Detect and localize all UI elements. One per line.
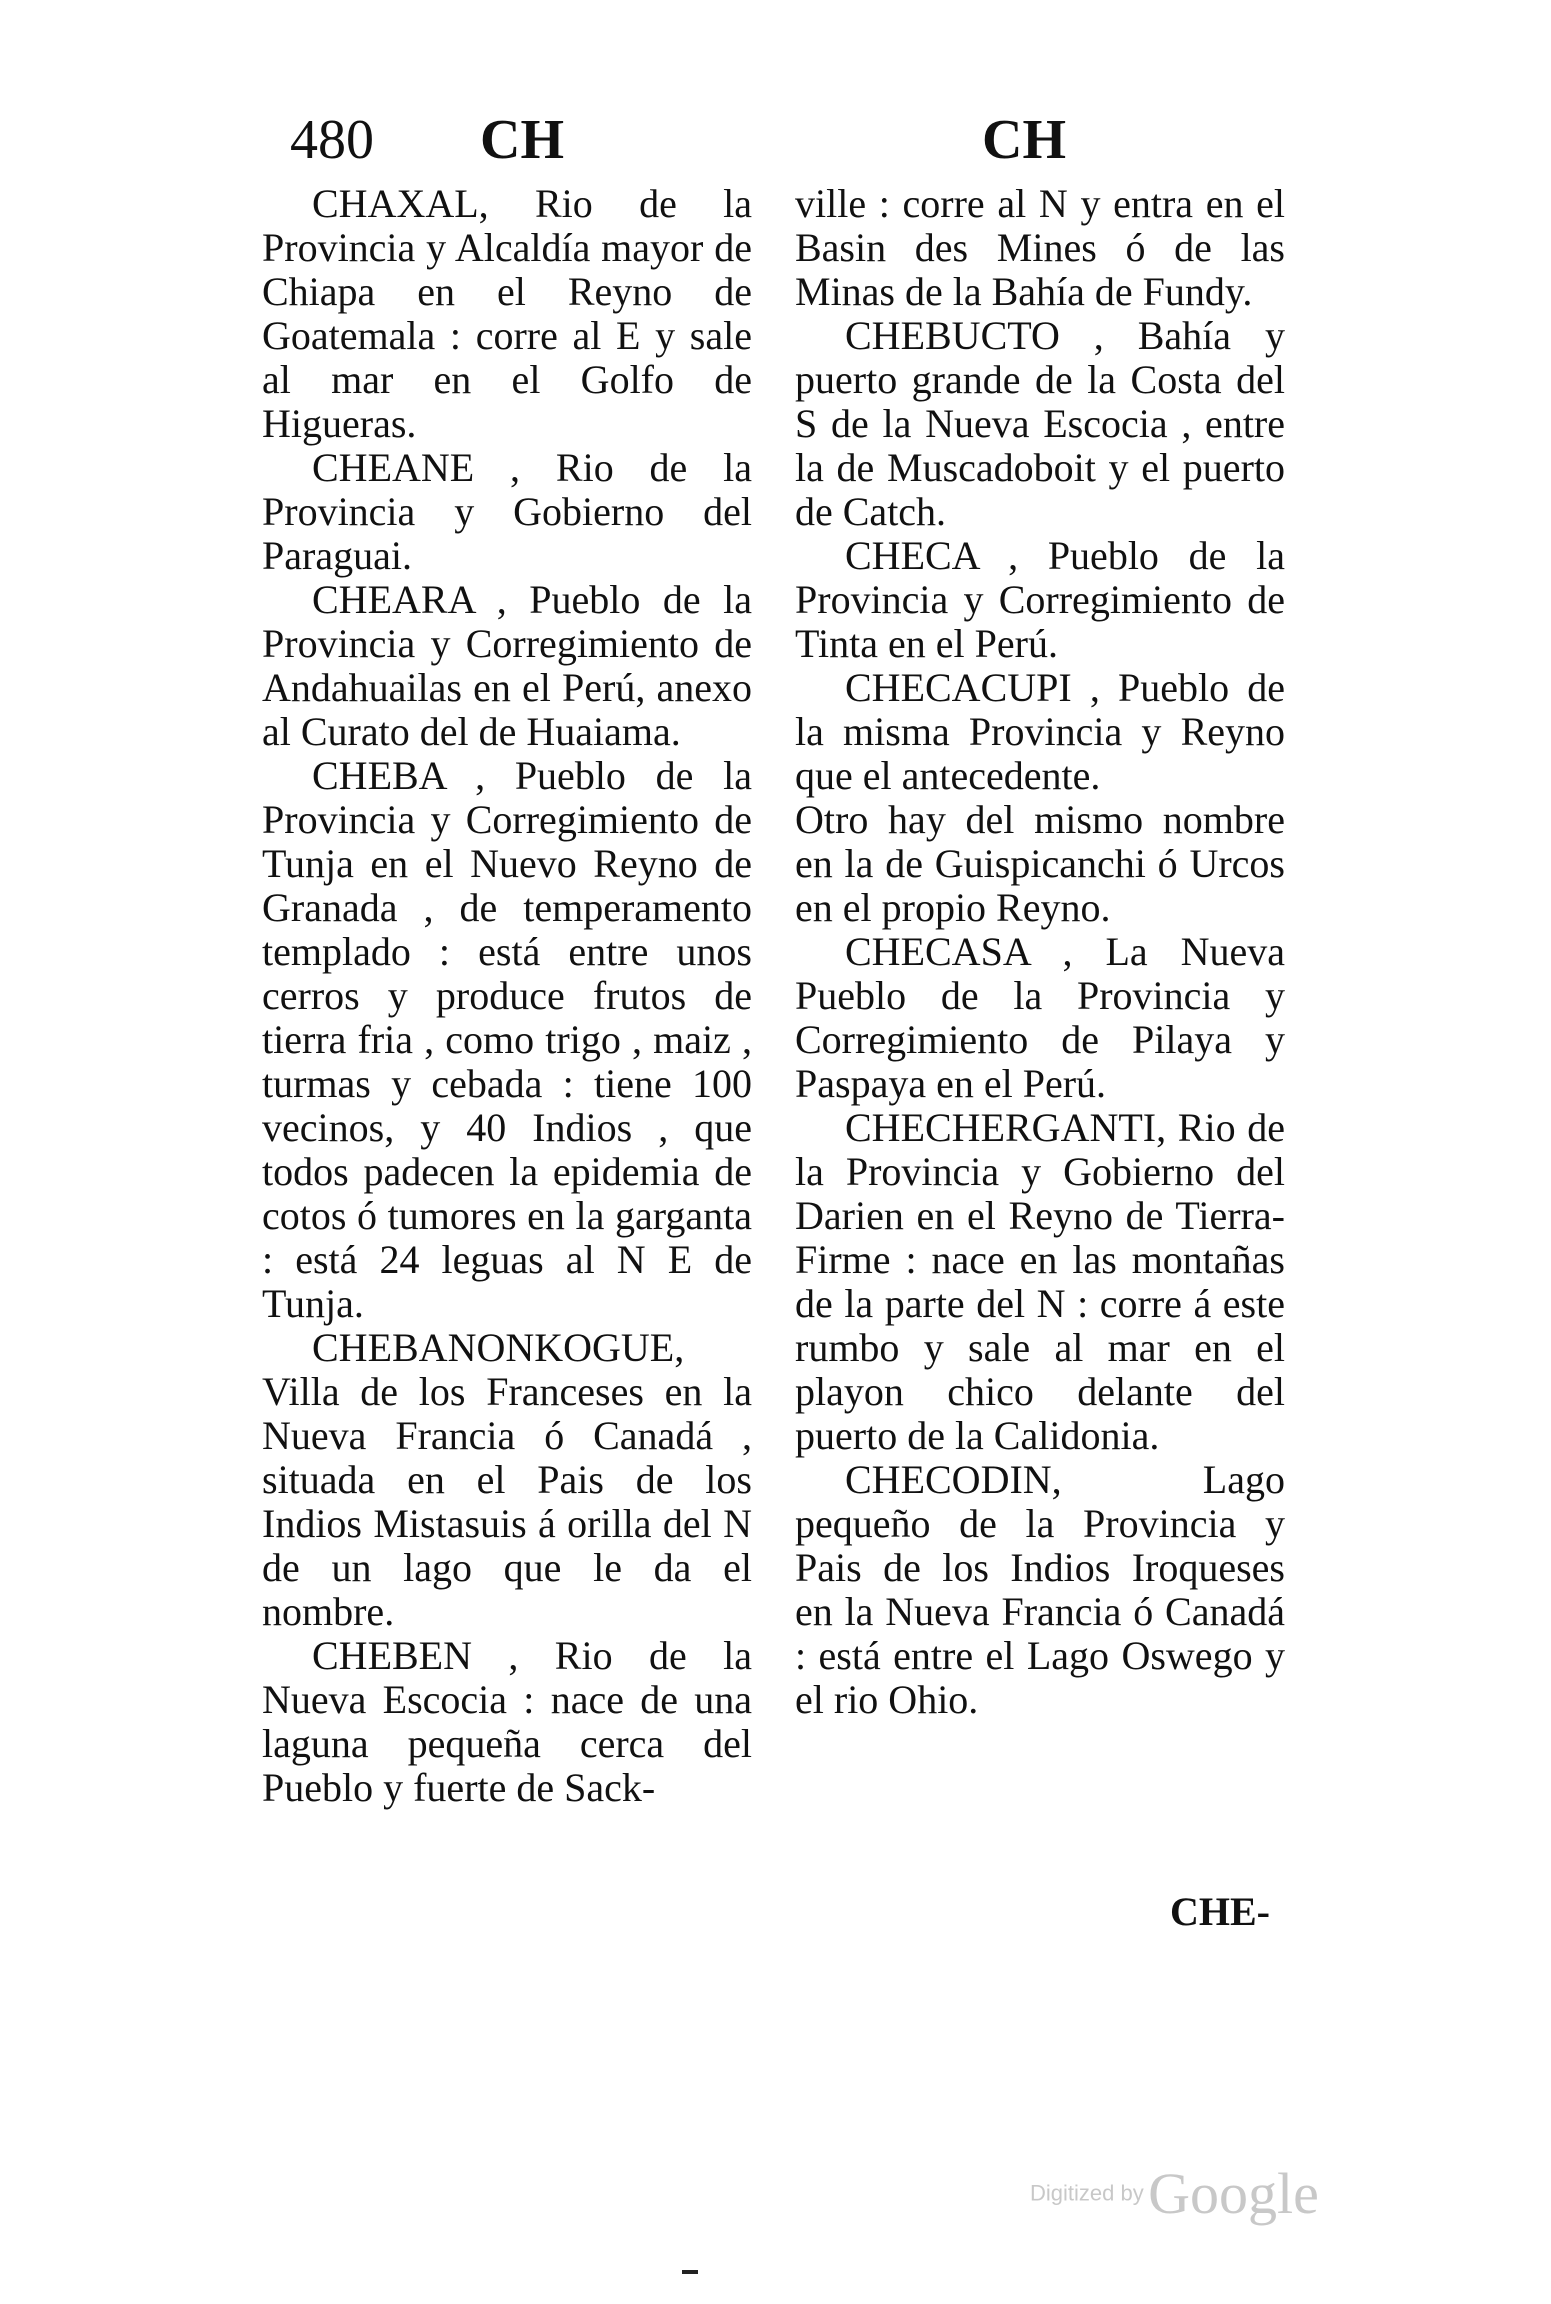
dictionary-entry: CHEBANONKOGUE, Villa de los Franceses en la Nueva Francia ó Canadá , situada en el Pais de los Indios Mistasuis á orilla del N de un lago que le da el nombre.: [262, 1325, 752, 1634]
dictionary-entry: ville : corre al N y entra en el Basin des Mines ó de las Minas de la Bahía de Fundy.: [795, 181, 1285, 314]
page-number: 480: [290, 109, 374, 171]
dictionary-entry: CHECA , Pueblo de la Provincia y Corregimiento de Tinta en el Perú.: [795, 533, 1285, 666]
dictionary-entry: Otro hay del mismo nombre en la de Guispicanchi ó Urcos en el propio Reyno.: [795, 797, 1285, 930]
dictionary-entry: CHEBEN , Rio de la Nueva Escocia : nace de una laguna pequeña cerca del Pueblo y fuerte de Sack-: [262, 1633, 752, 1810]
running-head-right: CH: [982, 109, 1066, 171]
dictionary-entry: CHAXAL, Rio de la Provincia y Alcaldía mayor de Chiapa en el Reyno de Goatemala : corre al E y sale al mar en el Golfo de Higueras.: [262, 181, 752, 446]
dictionary-entry: CHECHERGANTI, Rio de la Provincia y Gobierno del Darien en el Reyno de Tierra-Firme : nace en las montañas de la parte del N : corre á este rumbo y sale al mar en el playon chico delante del puerto de la Calidonia.: [795, 1105, 1285, 1458]
dictionary-entry: CHECASA , La Nueva Pueblo de la Provincia y Corregimiento de Pilaya y Paspaya en el Perú.: [795, 929, 1285, 1106]
running-head-left: CH: [480, 109, 564, 171]
digitized-by-google-watermark: [1030, 2160, 1319, 2227]
bottom-mark: [682, 2270, 698, 2274]
dictionary-entry: CHEBUCTO , Bahía y puerto grande de la Costa del S de la Nueva Escocia , entre la de Muscadoboit y el puerto de Catch.: [795, 313, 1285, 534]
dictionary-entry: CHEANE , Rio de la Provincia y Gobierno del Paraguai.: [262, 445, 752, 578]
catchword: CHE-: [1170, 1889, 1270, 1934]
google-logo: Google: [1148, 2161, 1319, 2226]
right-column: [795, 182, 1285, 1722]
watermark-prefix: Digitized by: [1030, 2180, 1144, 2206]
left-column: [262, 182, 752, 1810]
dictionary-entry: CHEARA , Pueblo de la Provincia y Corregimiento de Andahuailas en el Perú, anexo al Curato del de Huaiama.: [262, 577, 752, 754]
dictionary-entry: CHECACUPI , Pueblo de la misma Provincia y Reyno que el antecedente.: [795, 665, 1285, 798]
dictionary-entry: CHECODIN, Lago pequeño de la Provincia y Pais de los Indios Iroqueses en la Nueva Francia ó Canadá : está entre el Lago Oswego y el rio Ohio.: [795, 1457, 1285, 1722]
dictionary-entry: CHEBA , Pueblo de la Provincia y Corregimiento de Tunja en el Nuevo Reyno de Granada , de temperamento templado : está entre unos cerros y produce frutos de tierra fria , como trigo , maiz , turmas y cebada : tiene 100 vecinos, y 40 Indios , que todos padecen la epidemia de cotos ó tumores en la garganta : está 24 leguas al N E de Tunja.: [262, 753, 752, 1326]
